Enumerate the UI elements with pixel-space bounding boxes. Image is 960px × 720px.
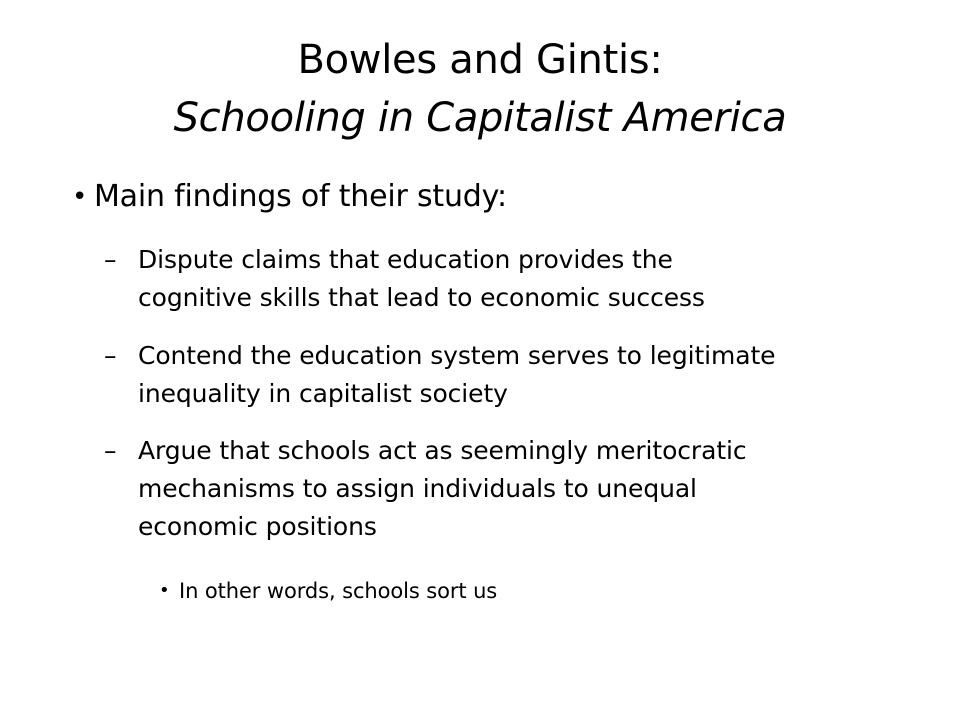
sub-item-argue xyxy=(104,432,883,546)
bullet-marker: • xyxy=(72,182,88,212)
sub-item-contend xyxy=(104,337,883,413)
sub-item-line: mechanisms to assign individuals to unequal xyxy=(138,474,697,503)
sub-item-line: Contend the education system serves to legitimate xyxy=(138,341,776,370)
sub-sub-item-text: In other words, schools sort us xyxy=(179,579,498,603)
bullet-text: Main findings of their study: xyxy=(94,179,507,214)
dash-marker: – xyxy=(104,341,117,370)
dash-marker: – xyxy=(104,245,117,274)
sub-item-line: cognitive skills that lead to economic success xyxy=(138,283,705,312)
sub-item-dispute-claims xyxy=(104,241,883,317)
sub-item-line: Dispute claims that education provides the xyxy=(138,245,673,274)
slide-title-line-2: Schooling in Capitalist America xyxy=(173,95,787,141)
bullet-item-main-findings xyxy=(72,177,507,217)
sub-item-line: Argue that schools act as seemingly meritocratic xyxy=(138,436,747,465)
slide-title-line-1: Bowles and Gintis: xyxy=(297,37,663,83)
dash-marker: – xyxy=(104,436,117,465)
sub-item-line: inequality in capitalist society xyxy=(138,379,508,408)
bullet-marker: • xyxy=(159,580,170,601)
sub-sub-item-schools-sort-us xyxy=(159,576,498,606)
sub-item-line: economic positions xyxy=(138,512,377,541)
